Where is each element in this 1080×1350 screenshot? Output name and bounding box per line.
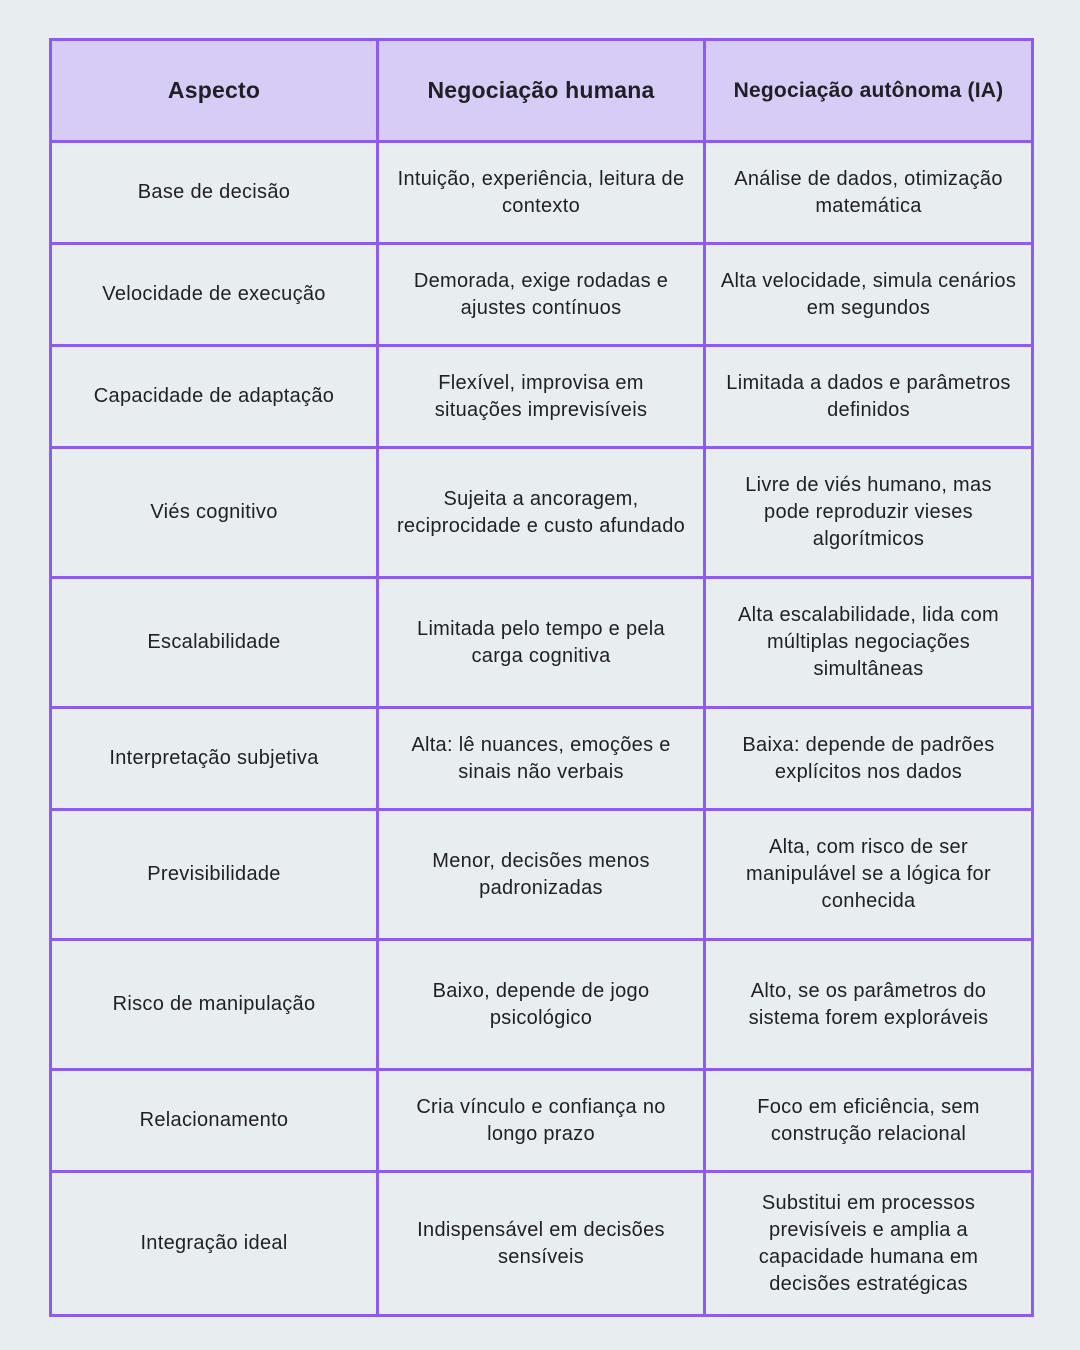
row-human: Indispensável em decisões sensíveis	[378, 1172, 705, 1316]
comparison-table-container	[49, 38, 1031, 1312]
row-ai: Limitada a dados e parâmetros definidos	[705, 346, 1033, 448]
table-header-row	[51, 40, 1033, 142]
row-ai: Alta escalabilidade, lida com múltiplas negociações simultâneas	[705, 578, 1033, 708]
row-ai: Alta velocidade, simula cenários em segundos	[705, 244, 1033, 346]
row-aspect: Integração ideal	[51, 1172, 378, 1316]
table-row	[51, 578, 1033, 708]
row-aspect: Interpretação subjetiva	[51, 708, 378, 810]
row-ai: Baixa: depende de padrões explícitos nos dados	[705, 708, 1033, 810]
row-aspect: Viés cognitivo	[51, 448, 378, 578]
row-human: Baixo, depende de jogo psicológico	[378, 940, 705, 1070]
header-negociacao-autonoma: Negociação autônoma (IA)	[705, 40, 1033, 142]
row-ai: Alto, se os parâmetros do sistema forem exploráveis	[705, 940, 1033, 1070]
row-ai: Livre de viés humano, mas pode reproduzir vieses algorítmicos	[705, 448, 1033, 578]
row-ai: Foco em eficiência, sem construção relacional	[705, 1070, 1033, 1172]
table-row	[51, 1172, 1033, 1316]
row-aspect: Base de decisão	[51, 142, 378, 244]
row-human: Intuição, experiência, leitura de contexto	[378, 142, 705, 244]
table-row	[51, 708, 1033, 810]
row-ai: Análise de dados, otimização matemática	[705, 142, 1033, 244]
table-row	[51, 1070, 1033, 1172]
row-human: Menor, decisões menos padronizadas	[378, 810, 705, 940]
row-human: Demorada, exige rodadas e ajustes contínuos	[378, 244, 705, 346]
row-human: Cria vínculo e confiança no longo prazo	[378, 1070, 705, 1172]
table-row	[51, 940, 1033, 1070]
table-row	[51, 346, 1033, 448]
row-human: Alta: lê nuances, emoções e sinais não verbais	[378, 708, 705, 810]
row-aspect: Relacionamento	[51, 1070, 378, 1172]
table-row	[51, 448, 1033, 578]
row-aspect: Escalabilidade	[51, 578, 378, 708]
row-aspect: Risco de manipulação	[51, 940, 378, 1070]
row-aspect: Previsibilidade	[51, 810, 378, 940]
row-ai: Substitui em processos previsíveis e amplia a capacidade humana em decisões estratégicas	[705, 1172, 1033, 1316]
row-human: Flexível, improvisa em situações imprevisíveis	[378, 346, 705, 448]
table-row	[51, 142, 1033, 244]
row-ai: Alta, com risco de ser manipulável se a lógica for conhecida	[705, 810, 1033, 940]
row-human: Sujeita a ancoragem, reciprocidade e custo afundado	[378, 448, 705, 578]
row-aspect: Capacidade de adaptação	[51, 346, 378, 448]
header-negociacao-humana: Negociação humana	[378, 40, 705, 142]
table-row	[51, 810, 1033, 940]
row-aspect: Velocidade de execução	[51, 244, 378, 346]
table-row	[51, 244, 1033, 346]
comparison-table	[49, 38, 1034, 1317]
row-human: Limitada pelo tempo e pela carga cognitiva	[378, 578, 705, 708]
header-aspecto: Aspecto	[51, 40, 378, 142]
